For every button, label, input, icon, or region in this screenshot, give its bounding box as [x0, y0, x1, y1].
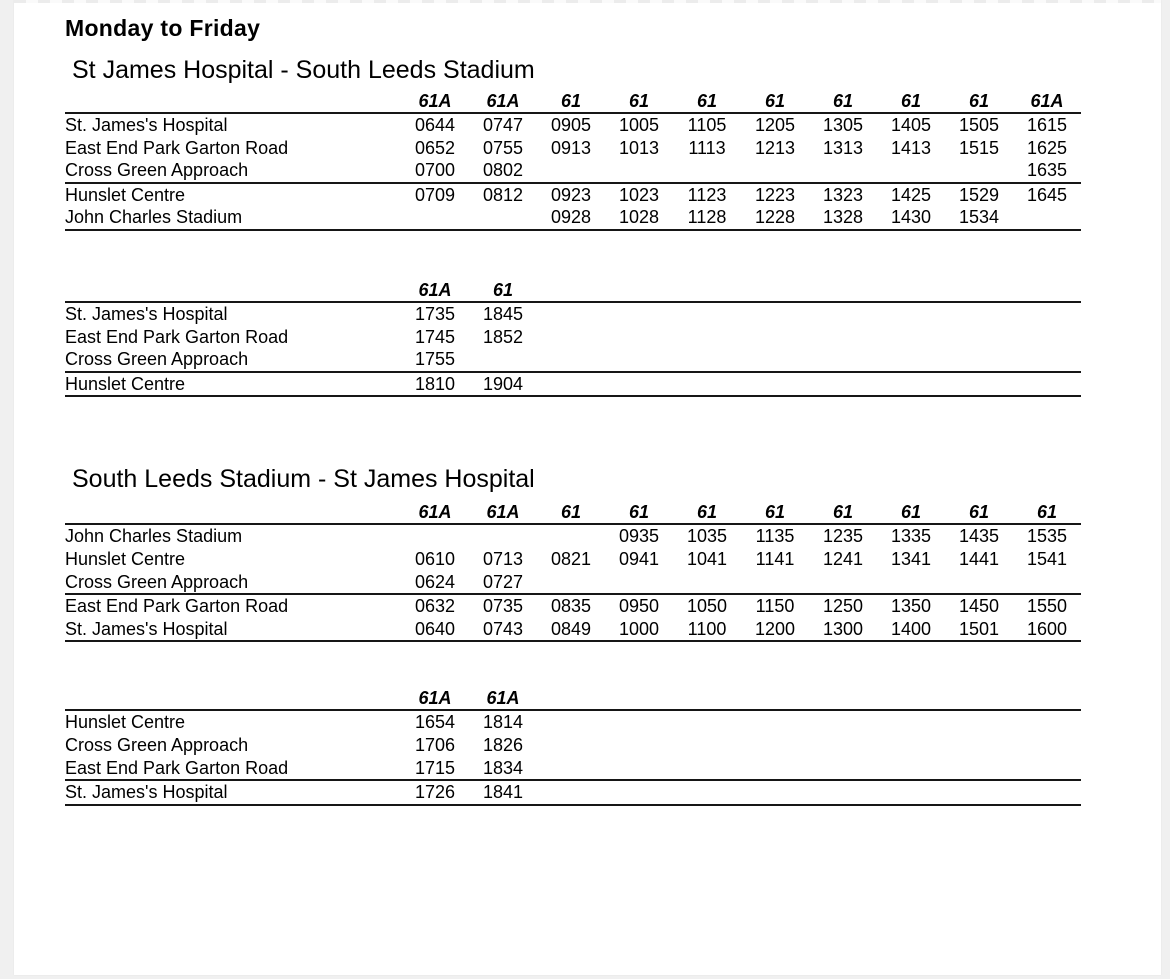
stop-name-cell: Hunslet Centre [65, 184, 186, 205]
time-cell: 1313 [822, 137, 864, 158]
time-cell [537, 159, 605, 183]
stop-name-cell: John Charles Stadium [65, 526, 243, 547]
time-cell: 1726 [401, 780, 469, 805]
time-cell [605, 159, 673, 183]
timetable-row [65, 780, 1081, 805]
row-filler-cell [537, 372, 1081, 397]
time-cell [469, 348, 537, 372]
timetable-row [65, 206, 1081, 230]
service-header-row [65, 281, 1081, 302]
service-number-header: 61 [537, 503, 605, 524]
row-filler-cell [537, 734, 1081, 757]
time-cell: 1810 [401, 372, 469, 397]
inbound-main-table-container [65, 503, 1161, 642]
time-cell: 0913 [550, 137, 592, 158]
time-cell: 1150 [755, 596, 795, 617]
time-cell [877, 159, 945, 183]
service-number-header: 61 [673, 503, 741, 524]
row-filler-cell [537, 348, 1081, 372]
time-cell [537, 571, 605, 595]
time-cell [877, 571, 945, 595]
time-cell: 1515 [958, 137, 1000, 158]
stop-column-header [65, 503, 401, 524]
time-cell: 1000 [605, 618, 673, 642]
time-cell: 1228 [741, 206, 809, 230]
service-number-header: 61A [1013, 92, 1081, 113]
time-cell: 1005 [618, 115, 660, 135]
time-cell: 1534 [945, 206, 1013, 230]
stop-name-cell: St. James's Hospital [65, 303, 228, 324]
time-cell: 0928 [537, 206, 605, 230]
outbound-evening-table-container [65, 281, 1161, 397]
time-cell: 1241 [822, 548, 864, 569]
stop-name-cell: Cross Green Approach [65, 159, 401, 183]
timetable-row [65, 113, 1081, 137]
timetable [65, 281, 1081, 397]
time-cell: 1023 [618, 184, 660, 205]
time-cell: 1834 [469, 757, 537, 781]
stop-name-cell: St. James's Hospital [65, 618, 401, 642]
time-cell: 1113 [688, 137, 726, 158]
day-heading: Monday to Friday [65, 15, 261, 41]
time-cell: 0610 [414, 548, 456, 569]
service-header-row [65, 503, 1081, 524]
time-cell: 1213 [754, 137, 796, 158]
time-cell: 1100 [673, 618, 741, 642]
timetable-row [65, 757, 1081, 781]
timetable-row [65, 302, 1081, 326]
service-number-header: 61A [469, 689, 537, 710]
time-cell [537, 524, 605, 548]
time-cell: 0640 [401, 618, 469, 642]
service-number-header: 61 [605, 92, 673, 113]
time-cell: 0812 [482, 184, 524, 205]
time-cell: 1200 [741, 618, 809, 642]
service-number-header: 61 [945, 92, 1013, 113]
stop-name-cell: Cross Green Approach [65, 571, 401, 595]
stop-name-cell: Hunslet Centre [65, 712, 186, 733]
timetable-row [65, 734, 1081, 757]
service-header-row [65, 689, 1081, 710]
stop-name-cell: East End Park Garton Road [65, 326, 289, 347]
row-filler-cell [537, 757, 1081, 781]
service-number-header: 61 [741, 503, 809, 524]
time-cell: 1430 [877, 206, 945, 230]
time-cell: 1128 [673, 206, 741, 230]
service-number-header: 61 [809, 503, 877, 524]
service-number-header: 61A [469, 92, 537, 113]
time-cell: 0624 [401, 571, 469, 595]
time-cell: 1328 [809, 206, 877, 230]
time-cell: 1904 [469, 372, 537, 397]
stop-name-cell: Cross Green Approach [65, 348, 401, 372]
service-number-header: 61A [401, 503, 469, 524]
time-cell: 1035 [686, 526, 728, 547]
time-cell: 1323 [822, 184, 864, 205]
stop-name-cell: Hunslet Centre [65, 372, 401, 397]
time-cell: 0821 [550, 548, 592, 569]
stop-name-cell: East End Park Garton Road [65, 596, 289, 617]
time-cell: 0709 [414, 184, 456, 205]
time-cell: 1013 [618, 137, 660, 158]
time-cell [469, 206, 537, 230]
service-number-header: 61 [945, 503, 1013, 524]
timetable-row [65, 348, 1081, 372]
time-cell: 0935 [618, 526, 660, 547]
row-filler-cell [537, 780, 1081, 805]
stop-name-cell: St. James's Hospital [65, 780, 401, 805]
time-cell [741, 571, 809, 595]
stop-name-cell: Cross Green Approach [65, 734, 249, 755]
time-cell: 1435 [958, 526, 1000, 547]
service-number-header: 61A [401, 281, 469, 302]
time-cell [809, 571, 877, 595]
timetable-page [14, 0, 1161, 975]
time-cell: 1413 [890, 137, 932, 158]
timetable-row [65, 183, 1081, 207]
service-number-header: 61 [605, 503, 673, 524]
time-cell: 0727 [469, 571, 537, 595]
time-cell: 0802 [469, 159, 537, 183]
time-cell: 0713 [482, 548, 524, 569]
time-cell: 1400 [877, 618, 945, 642]
time-cell: 1645 [1026, 184, 1068, 205]
time-cell: 1600 [1013, 618, 1081, 642]
time-cell: 1501 [945, 618, 1013, 642]
time-cell: 1755 [401, 348, 469, 372]
time-cell: 1852 [482, 326, 524, 347]
time-cell: 1141 [755, 548, 795, 569]
timetable-row [65, 326, 1081, 349]
service-number-header: 61A [401, 92, 469, 113]
timetable-row [65, 159, 1081, 183]
time-cell: 0755 [482, 137, 524, 158]
time-cell [401, 206, 469, 230]
page-content [14, 0, 1161, 806]
stop-name-cell: St. James's Hospital [65, 115, 228, 135]
service-number-header: 61A [401, 689, 469, 710]
time-cell: 1105 [687, 115, 727, 135]
timetable-row [65, 524, 1081, 548]
page-top-edge [14, 0, 1161, 3]
time-cell: 0905 [550, 115, 592, 135]
service-number-header: 61 [537, 92, 605, 113]
time-cell [469, 524, 537, 548]
time-cell: 0941 [618, 548, 660, 569]
time-cell: 0700 [401, 159, 469, 183]
time-cell: 1123 [687, 184, 727, 205]
time-cell: 1715 [401, 757, 469, 781]
header-filler-cell [537, 281, 1081, 302]
time-cell: 0835 [550, 596, 592, 617]
time-cell: 1706 [414, 734, 456, 755]
time-cell [945, 571, 1013, 595]
time-cell: 0950 [618, 596, 660, 617]
time-cell: 1841 [469, 780, 537, 805]
timetable-row [65, 548, 1081, 571]
timetable-row [65, 372, 1081, 397]
time-cell: 1529 [958, 184, 1000, 205]
time-cell: 1350 [890, 596, 932, 617]
header-filler-cell [537, 689, 1081, 710]
time-cell: 1405 [890, 115, 932, 135]
time-cell: 1654 [414, 712, 456, 733]
timetable-row [65, 137, 1081, 160]
time-cell [401, 524, 469, 548]
time-cell: 0652 [414, 137, 456, 158]
time-cell [741, 159, 809, 183]
time-cell: 0735 [482, 596, 524, 617]
time-cell [1013, 206, 1081, 230]
stop-column-header [65, 281, 401, 302]
stop-column-header [65, 689, 401, 710]
stop-name-cell: East End Park Garton Road [65, 757, 401, 781]
service-number-header: 61A [469, 503, 537, 524]
time-cell: 1745 [414, 326, 456, 347]
time-cell: 1305 [822, 115, 864, 135]
timetable-row [65, 571, 1081, 595]
time-cell: 1625 [1026, 137, 1068, 158]
inbound-evening-table-container [65, 689, 1161, 805]
time-cell: 0743 [469, 618, 537, 642]
stop-name-cell: John Charles Stadium [65, 206, 401, 230]
time-cell: 1300 [809, 618, 877, 642]
row-filler-cell [537, 302, 1081, 326]
time-cell: 1541 [1026, 548, 1068, 569]
timetable-row [65, 710, 1081, 734]
time-cell: 1635 [1013, 159, 1081, 183]
time-cell [673, 571, 741, 595]
time-cell: 1250 [822, 596, 864, 617]
time-cell [1013, 571, 1081, 595]
time-cell: 1826 [482, 734, 524, 755]
timetable [65, 503, 1081, 642]
time-cell [809, 159, 877, 183]
time-cell: 1535 [1026, 526, 1068, 547]
time-cell: 0632 [414, 596, 456, 617]
service-number-header: 61 [877, 92, 945, 113]
section-title-inbound: South Leeds Stadium - St James Hospital [72, 465, 535, 494]
stop-name-cell: East End Park Garton Road [65, 137, 289, 158]
time-cell: 1735 [414, 303, 456, 324]
stop-name-cell: Hunslet Centre [65, 548, 186, 569]
time-cell: 1450 [958, 596, 1000, 617]
time-cell: 1814 [482, 712, 524, 733]
time-cell: 1845 [482, 303, 524, 324]
timetable-row [65, 594, 1081, 618]
time-cell: 1235 [822, 526, 864, 547]
timetable [65, 92, 1081, 231]
time-cell: 1335 [890, 526, 932, 547]
row-filler-cell [537, 326, 1081, 349]
time-cell [605, 571, 673, 595]
service-header-row [65, 92, 1081, 113]
time-cell: 0644 [414, 115, 456, 135]
time-cell: 1505 [958, 115, 1000, 135]
time-cell: 1425 [890, 184, 932, 205]
time-cell: 1135 [755, 526, 795, 547]
time-cell: 0923 [550, 184, 592, 205]
service-number-header: 61 [673, 92, 741, 113]
service-number-header: 61 [877, 503, 945, 524]
time-cell: 1041 [686, 548, 728, 569]
time-cell: 1028 [605, 206, 673, 230]
service-number-header: 61 [741, 92, 809, 113]
time-cell: 1205 [754, 115, 796, 135]
time-cell: 1223 [754, 184, 796, 205]
time-cell: 0747 [482, 115, 524, 135]
section-title-outbound: St James Hospital - South Leeds Stadium [72, 56, 535, 84]
timetable [65, 689, 1081, 805]
time-cell: 1341 [890, 548, 932, 569]
row-filler-cell [537, 710, 1081, 734]
time-cell: 0849 [537, 618, 605, 642]
time-cell: 1615 [1026, 115, 1068, 135]
time-cell: 1441 [958, 548, 1000, 569]
service-number-header: 61 [809, 92, 877, 113]
service-number-header: 61 [469, 281, 537, 302]
time-cell: 1050 [686, 596, 728, 617]
stop-column-header [65, 92, 401, 113]
outbound-main-table-container [65, 92, 1161, 231]
time-cell [673, 159, 741, 183]
time-cell [945, 159, 1013, 183]
service-number-header: 61 [1013, 503, 1081, 524]
time-cell: 1550 [1026, 596, 1068, 617]
timetable-row [65, 618, 1081, 642]
